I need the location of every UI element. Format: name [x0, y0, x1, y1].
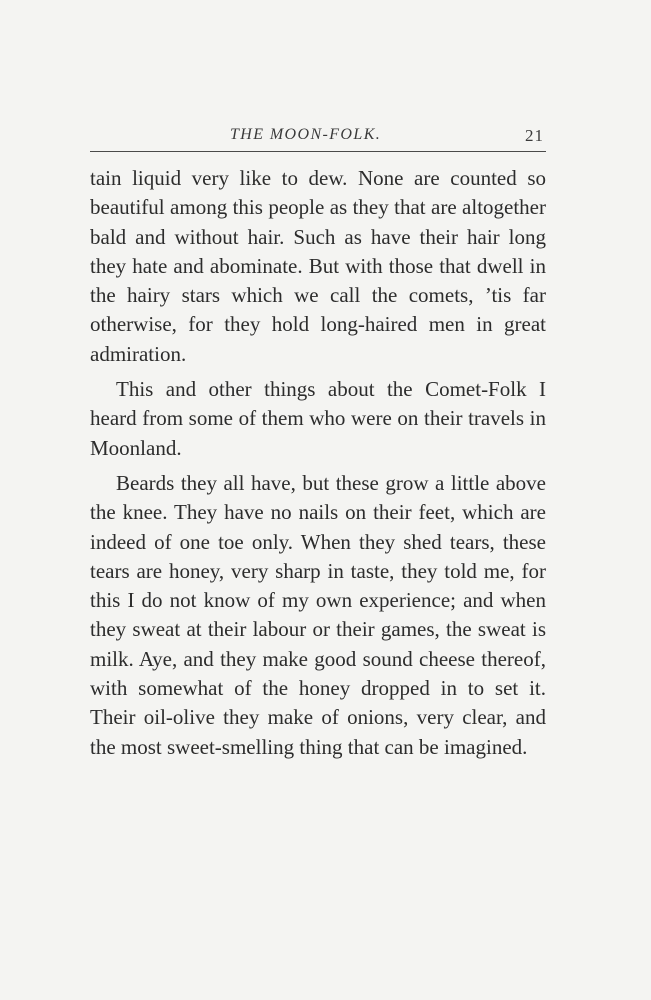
page-number: 21	[525, 126, 544, 145]
paragraph-2: This and other things about the Comet-Folk I heard from some of them who were on their travels in Moonland.	[90, 377, 546, 460]
running-title: THE MOON-FOLK.	[230, 126, 382, 143]
header-rule	[90, 151, 546, 152]
paragraph-3: Beards they all have, but these grow a little above the knee. They have no nails on their feet, which are indeed of one toe only. When they shed tears, these tears are honey, very sharp in taste, they told me, for this I do not know of my own experience; and when they sweat at their labour or their games, the sweat is milk. Aye, and they make good sound cheese thereof, with somewhat of the honey dropped in to set it. Their oil-olive they make of onions, very clear, and the most sweet-smelling thing that can be imagined.	[90, 470, 546, 759]
body-text	[90, 164, 546, 762]
running-head	[90, 120, 546, 154]
paragraph-1: tain liquid very like to dew. None are counted so beautiful among this people as they that are altogether bald and without hair. Such as have their hair long they hate and abominate. But with those that dwell in the hairy stars which we call the comets, ’tis far otherwise, for they hold long-haired men in great admiration.	[90, 166, 546, 366]
